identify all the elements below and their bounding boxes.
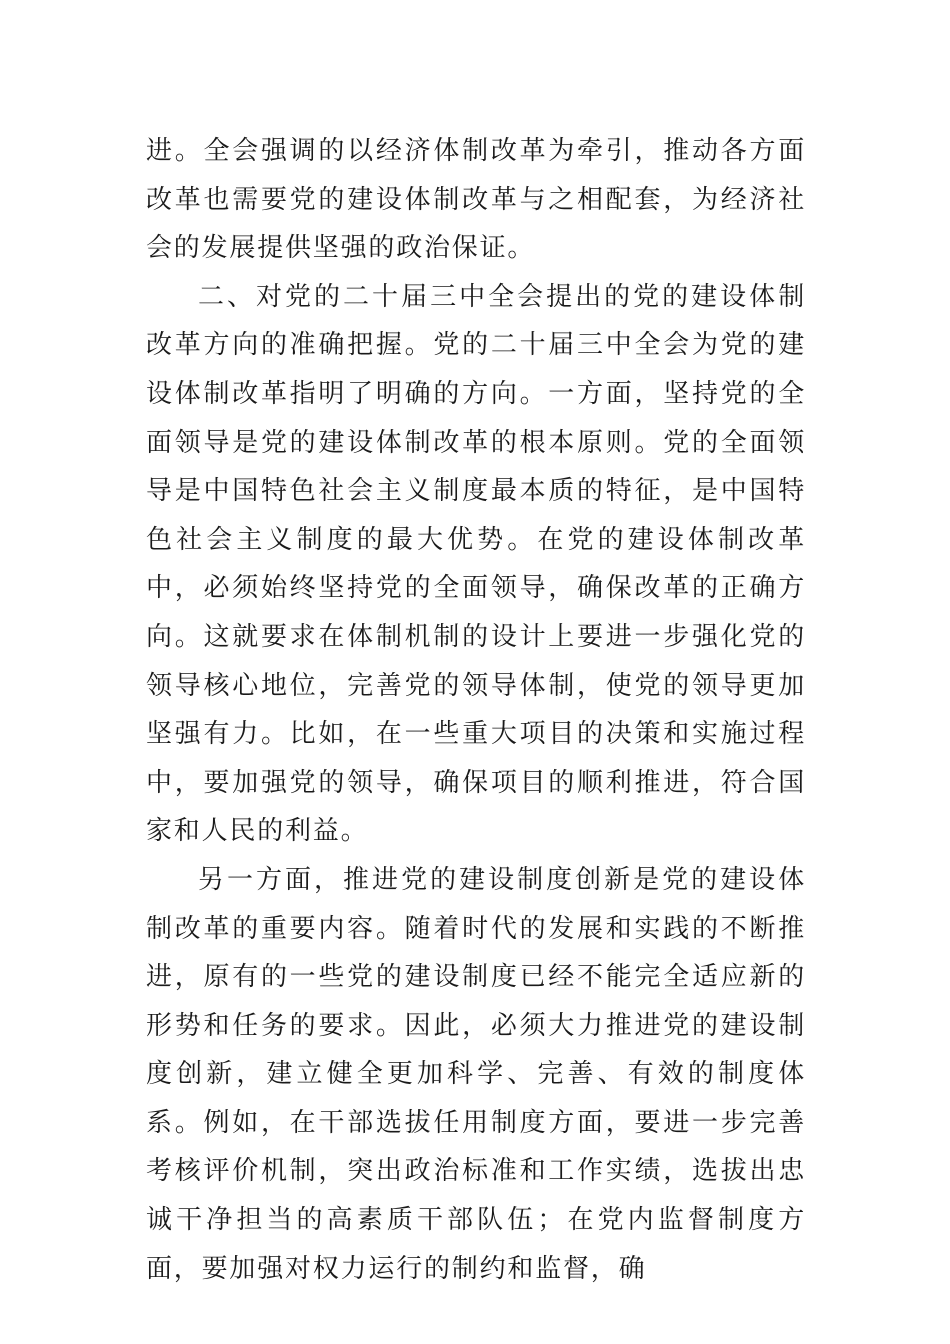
paragraph-other-aspect: 另一方面，推进党的建设制度创新是党的建设体制改革的重要内容。随着时代的发展和实践的不断推进，原有的一些党的建设制度已经不能完全适应新的形势和任务的要求。因此，必须大力推进党的建设制度创新，建立健全更加科学、完善、有效的制度体系。例如，在干部选拔任用制度方面，要进一步完善考核评价机制，突出政治标准和工作实绩，选拔出忠诚干净担当的高素质干部队伍；在党内监督制度方面，要加强对权力运行的制约和监督，确 — [146, 864, 806, 1284]
document-body — [146, 127, 806, 1293]
paragraph-continuation: 进。全会强调的以经济体制改革为牵引，推动各方面改革也需要党的建设体制改革与之相配套，为经济社会的发展提供坚强的政治保证。 — [146, 136, 806, 264]
paragraph-section-two: 二、对党的二十届三中全会提出的党的建设体制改革方向的准确把握。党的二十届三中全会为党的建设体制改革指明了明确的方向。一方面，坚持党的全面领导是党的建设体制改革的根本原则。党的全面领导是中国特色社会主义制度最本质的特征，是中国特色社会主义制度的最大优势。在党的建设体制改革中，必须始终坚持党的全面领导，确保改革的正确方向。这就要求在体制机制的设计上要进一步强化党的领导核心地位，完善党的领导体制，使党的领导更加坚强有力。比如，在一些重大项目的决策和实施过程中，要加强党的领导，确保项目的顺利推进，符合国家和人民的利益。 — [146, 281, 806, 847]
